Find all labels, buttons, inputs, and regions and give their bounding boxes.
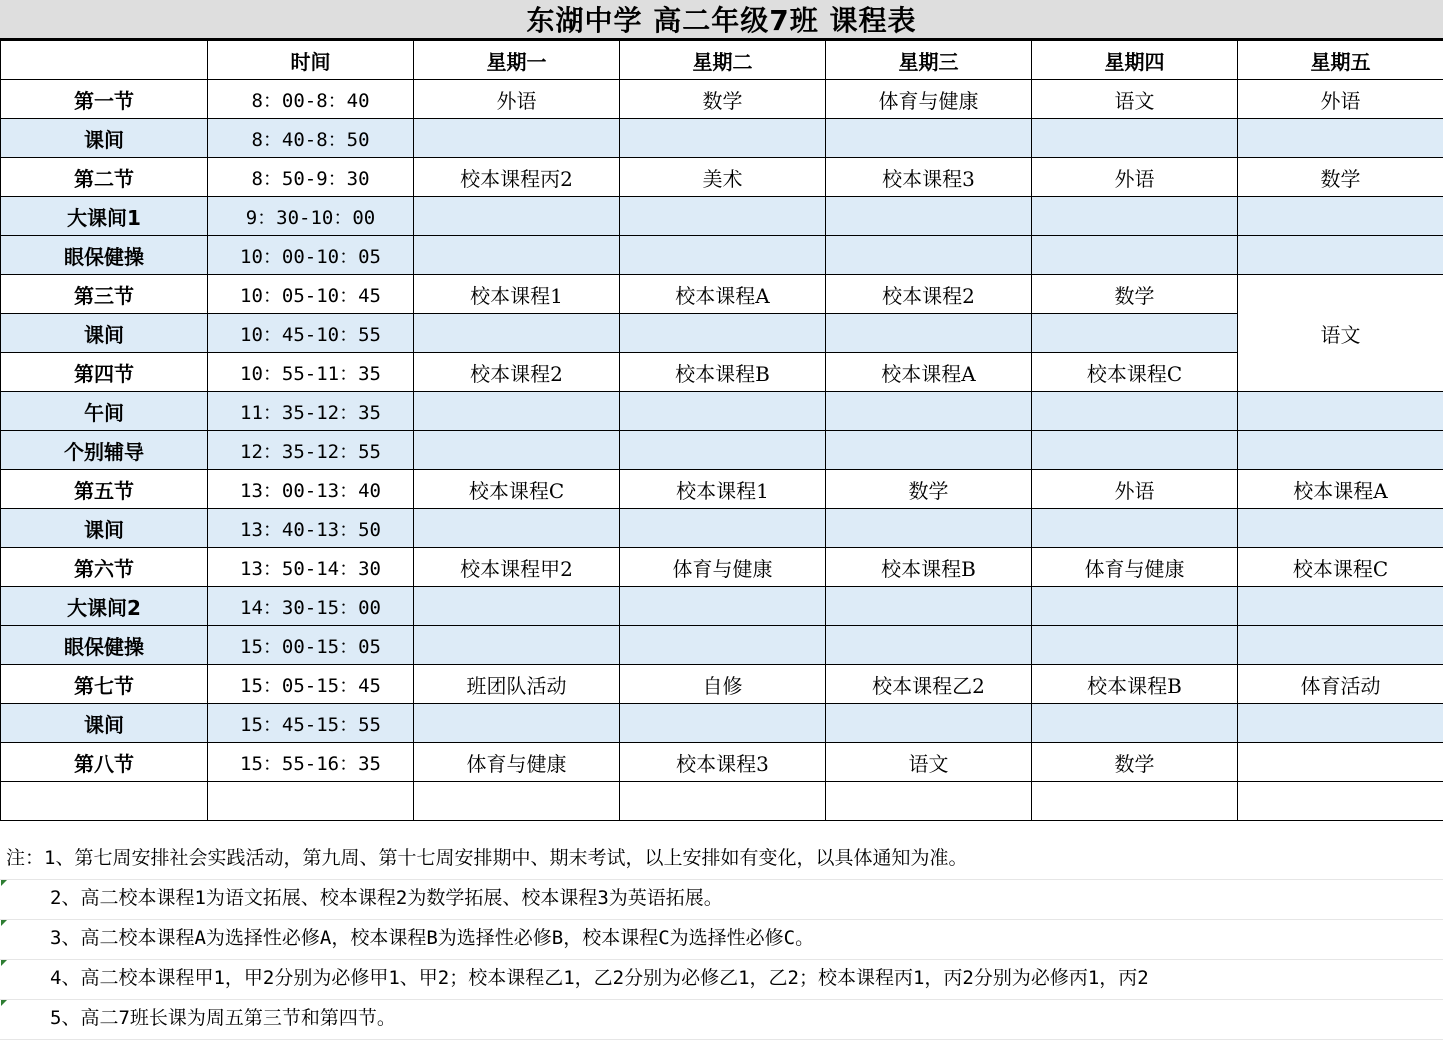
- period-label: 课间: [1, 509, 208, 548]
- table-row: [1, 470, 1443, 509]
- note-line: [0, 840, 1443, 880]
- course-cell-mon: [414, 119, 620, 158]
- course-cell-thu: [1032, 704, 1238, 743]
- course-cell-thu: [1032, 314, 1238, 353]
- course-cell-thu: 体育与健康: [1032, 548, 1238, 587]
- period-time: 15：05-15：45: [208, 665, 414, 704]
- schedule-title: 东湖中学 高二年级7班 课程表: [0, 0, 1443, 40]
- course-cell-mon: [414, 236, 620, 275]
- period-time: 14：30-15：00: [208, 587, 414, 626]
- period-label: 第五节: [1, 470, 208, 509]
- course-cell-wed: 校本课程A: [826, 353, 1032, 392]
- table-row: [1, 782, 1443, 821]
- period-label: 个别辅导: [1, 431, 208, 470]
- course-cell-fri: [1238, 782, 1443, 821]
- course-cell-thu: [1032, 626, 1238, 665]
- period-label: 课间: [1, 704, 208, 743]
- course-cell-mon: [414, 392, 620, 431]
- note-line: [0, 920, 1443, 960]
- table-row: [1, 314, 1443, 353]
- table-header-row: [1, 41, 1443, 80]
- course-cell-fri: [1238, 431, 1443, 470]
- period-label: 第八节: [1, 743, 208, 782]
- course-cell-tue: [620, 704, 826, 743]
- header-cell-friday: 星期五: [1238, 41, 1443, 80]
- course-cell-fri: [1238, 743, 1443, 782]
- period-time: 10：05-10：45: [208, 275, 414, 314]
- course-cell-mon: [414, 431, 620, 470]
- course-cell-fri: [1238, 587, 1443, 626]
- course-cell-wed: [826, 782, 1032, 821]
- course-cell-mon: [414, 587, 620, 626]
- table-row: [1, 626, 1443, 665]
- course-cell-fri: 校本课程C: [1238, 548, 1443, 587]
- course-cell-tue: [620, 587, 826, 626]
- course-cell-fri: 语文: [1238, 275, 1443, 392]
- header-cell-tuesday: 星期二: [620, 41, 826, 80]
- course-cell-tue: [620, 236, 826, 275]
- cell-marker-icon: [1, 880, 7, 886]
- note-text: 注：1、第七周安排社会实践活动，第九周、第十七周安排期中、期末考试，以上安排如有变化，以具体通知为准。: [6, 847, 968, 869]
- note-line: [0, 1000, 1443, 1040]
- table-row: [1, 392, 1443, 431]
- course-cell-tue: [620, 314, 826, 353]
- header-cell-thursday: 星期四: [1032, 41, 1238, 80]
- course-cell-fri: 校本课程A: [1238, 470, 1443, 509]
- course-cell-wed: [826, 509, 1032, 548]
- course-cell-mon: [414, 197, 620, 236]
- course-cell-mon: 校本课程1: [414, 275, 620, 314]
- course-cell-wed: 校本课程B: [826, 548, 1032, 587]
- course-cell-fri: 数学: [1238, 158, 1443, 197]
- period-label: 眼保健操: [1, 626, 208, 665]
- table-row: [1, 704, 1443, 743]
- course-cell-tue: 数学: [620, 80, 826, 119]
- course-cell-thu: 数学: [1032, 275, 1238, 314]
- period-label: [1, 782, 208, 821]
- period-label: 午间: [1, 392, 208, 431]
- header-cell-monday: 星期一: [414, 41, 620, 80]
- course-cell-tue: 体育与健康: [620, 548, 826, 587]
- course-cell-mon: [414, 314, 620, 353]
- course-cell-thu: 语文: [1032, 80, 1238, 119]
- course-cell-mon: 体育与健康: [414, 743, 620, 782]
- course-cell-fri: 外语: [1238, 80, 1443, 119]
- table-row: [1, 665, 1443, 704]
- table-row: [1, 509, 1443, 548]
- course-cell-thu: 外语: [1032, 158, 1238, 197]
- header-cell-time: 时间: [208, 41, 414, 80]
- course-cell-fri: [1238, 509, 1443, 548]
- period-label: 第四节: [1, 353, 208, 392]
- course-cell-wed: 校本课程3: [826, 158, 1032, 197]
- course-cell-mon: 校本课程2: [414, 353, 620, 392]
- course-cell-wed: [826, 431, 1032, 470]
- course-cell-wed: 校本课程2: [826, 275, 1032, 314]
- course-cell-thu: 数学: [1032, 743, 1238, 782]
- course-cell-wed: [826, 587, 1032, 626]
- period-time: 8：00-8：40: [208, 80, 414, 119]
- course-cell-tue: 校本课程1: [620, 470, 826, 509]
- course-cell-fri: [1238, 704, 1443, 743]
- period-time: 8：50-9：30: [208, 158, 414, 197]
- note-line: [0, 880, 1443, 920]
- table-row: [1, 197, 1443, 236]
- period-time: 10：55-11：35: [208, 353, 414, 392]
- period-label: 第六节: [1, 548, 208, 587]
- period-time: [208, 782, 414, 821]
- course-cell-thu: [1032, 236, 1238, 275]
- note-line: [0, 960, 1443, 1000]
- period-label: 第一节: [1, 80, 208, 119]
- course-cell-thu: [1032, 392, 1238, 431]
- table-row: [1, 431, 1443, 470]
- course-cell-fri: [1238, 626, 1443, 665]
- course-cell-thu: [1032, 197, 1238, 236]
- note-text: 3、高二校本课程A为选择性必修A，校本课程B为选择性必修B，校本课程C为选择性必修C。: [50, 927, 815, 949]
- period-time: 11：35-12：35: [208, 392, 414, 431]
- cell-marker-icon: [1, 1000, 7, 1006]
- note-text: 5、高二7班长课为周五第三节和第四节。: [50, 1007, 396, 1029]
- course-cell-wed: 语文: [826, 743, 1032, 782]
- course-cell-thu: [1032, 782, 1238, 821]
- period-label: 第二节: [1, 158, 208, 197]
- course-cell-thu: 外语: [1032, 470, 1238, 509]
- course-cell-wed: 校本课程乙2: [826, 665, 1032, 704]
- period-time: 15：55-16：35: [208, 743, 414, 782]
- schedule-body: [1, 80, 1443, 821]
- course-cell-wed: [826, 236, 1032, 275]
- table-row: [1, 548, 1443, 587]
- header-cell-blank: [1, 41, 208, 80]
- course-cell-mon: 校本课程C: [414, 470, 620, 509]
- period-label: 第七节: [1, 665, 208, 704]
- course-cell-thu: [1032, 119, 1238, 158]
- course-cell-thu: 校本课程C: [1032, 353, 1238, 392]
- period-time: 12：35-12：55: [208, 431, 414, 470]
- course-cell-thu: [1032, 587, 1238, 626]
- period-label: 眼保健操: [1, 236, 208, 275]
- course-cell-thu: 校本课程B: [1032, 665, 1238, 704]
- course-cell-mon: 校本课程丙2: [414, 158, 620, 197]
- course-cell-mon: 班团队活动: [414, 665, 620, 704]
- period-label: 大课间1: [1, 197, 208, 236]
- table-row: [1, 119, 1443, 158]
- course-cell-tue: 美术: [620, 158, 826, 197]
- period-time: 10：45-10：55: [208, 314, 414, 353]
- course-cell-wed: [826, 626, 1032, 665]
- table-row: [1, 587, 1443, 626]
- course-cell-wed: 体育与健康: [826, 80, 1032, 119]
- notes-section: [0, 840, 1443, 1040]
- period-label: 第三节: [1, 275, 208, 314]
- period-time: 13：40-13：50: [208, 509, 414, 548]
- table-row: [1, 353, 1443, 392]
- course-cell-wed: [826, 314, 1032, 353]
- course-cell-mon: 外语: [414, 80, 620, 119]
- period-label: 大课间2: [1, 587, 208, 626]
- course-cell-fri: 体育活动: [1238, 665, 1443, 704]
- course-cell-fri: [1238, 197, 1443, 236]
- course-cell-thu: [1032, 431, 1238, 470]
- course-cell-mon: [414, 782, 620, 821]
- course-cell-tue: [620, 509, 826, 548]
- note-text: 2、高二校本课程1为语文拓展、校本课程2为数学拓展、校本课程3为英语拓展。: [50, 887, 723, 909]
- course-cell-mon: 校本课程甲2: [414, 548, 620, 587]
- course-cell-mon: [414, 509, 620, 548]
- table-row: [1, 158, 1443, 197]
- course-cell-mon: [414, 704, 620, 743]
- table-row: [1, 80, 1443, 119]
- period-time: 9：30-10：00: [208, 197, 414, 236]
- period-time: 10：00-10：05: [208, 236, 414, 275]
- note-text: 4、高二校本课程甲1，甲2分别为必修甲1、甲2；校本课程乙1，乙2分别为必修乙1，乙2；校本课程丙1，丙2分别为必修丙1，丙2: [50, 967, 1149, 989]
- course-cell-tue: 校本课程B: [620, 353, 826, 392]
- period-time: 15：00-15：05: [208, 626, 414, 665]
- course-cell-wed: [826, 197, 1032, 236]
- course-cell-tue: [620, 392, 826, 431]
- period-label: 课间: [1, 314, 208, 353]
- period-time: 13：50-14：30: [208, 548, 414, 587]
- course-cell-fri: [1238, 236, 1443, 275]
- course-cell-thu: [1032, 509, 1238, 548]
- course-cell-wed: [826, 392, 1032, 431]
- course-cell-tue: 自修: [620, 665, 826, 704]
- course-cell-wed: [826, 119, 1032, 158]
- course-cell-fri: [1238, 392, 1443, 431]
- period-time: 8：40-8：50: [208, 119, 414, 158]
- table-row: [1, 743, 1443, 782]
- table-row: [1, 275, 1443, 314]
- course-cell-tue: 校本课程3: [620, 743, 826, 782]
- cell-marker-icon: [1, 920, 7, 926]
- period-time: 13：00-13：40: [208, 470, 414, 509]
- course-cell-wed: [826, 704, 1032, 743]
- period-label: 课间: [1, 119, 208, 158]
- course-cell-tue: [620, 626, 826, 665]
- course-cell-tue: [620, 431, 826, 470]
- course-cell-fri: [1238, 119, 1443, 158]
- table-row: [1, 236, 1443, 275]
- cell-marker-icon: [1, 960, 7, 966]
- course-cell-tue: [620, 119, 826, 158]
- course-cell-tue: [620, 782, 826, 821]
- period-time: 15：45-15：55: [208, 704, 414, 743]
- course-cell-wed: 数学: [826, 470, 1032, 509]
- course-cell-mon: [414, 626, 620, 665]
- course-cell-tue: 校本课程A: [620, 275, 826, 314]
- course-cell-tue: [620, 197, 826, 236]
- schedule-table: [0, 40, 1443, 821]
- header-cell-wednesday: 星期三: [826, 41, 1032, 80]
